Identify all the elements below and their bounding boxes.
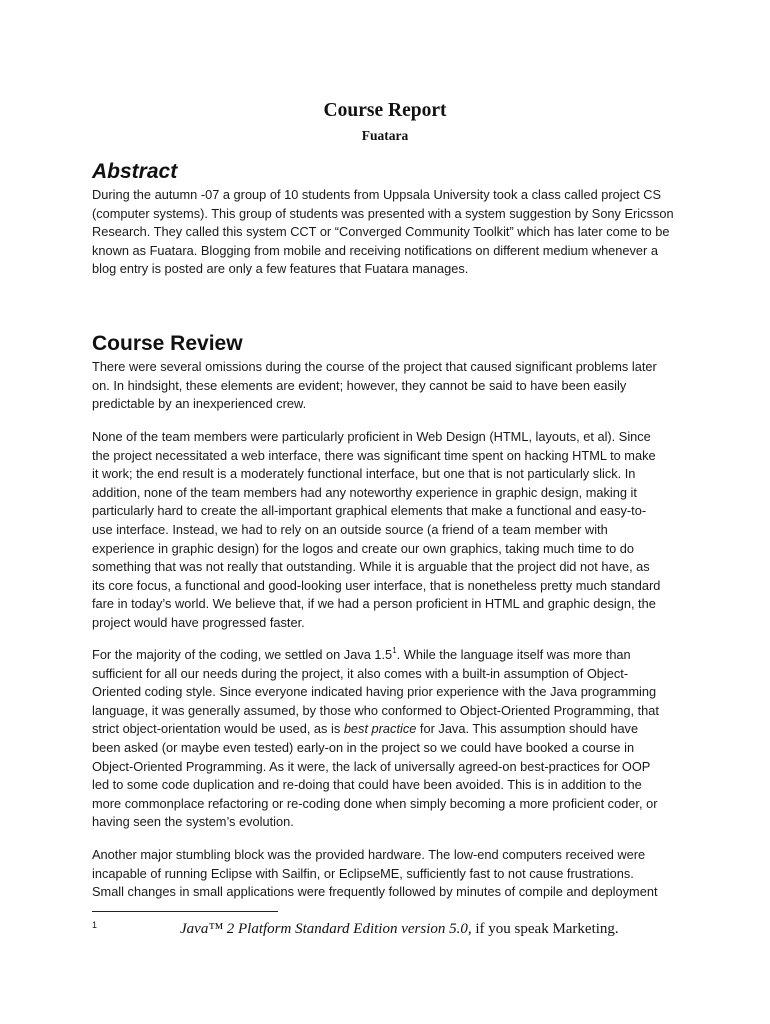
text-line: Oriented coding style. Since everyone indicated having prior experience with the Java programming xyxy=(92,684,657,700)
abstract-heading: Abstract xyxy=(92,160,178,183)
text-line: experience in graphic design) for the logos and create our own graphics, taking much time to do xyxy=(92,540,635,556)
text-line: particularly hard to create the all-important graphical elements that make a functional and easy-to- xyxy=(92,503,647,519)
text-line: There were several omissions during the course of the project that caused significant problems later xyxy=(92,359,657,374)
text-segment: for Java. This assumption should have xyxy=(416,721,639,737)
review-paragraph-2 xyxy=(92,428,690,633)
text-segment: For the majority of the coding, we settled on Java 1.5 xyxy=(92,647,393,662)
text-line: blog entry is posted are only a few features that Fuatara manages. xyxy=(92,261,469,277)
text-line: more commonplace refactoring or re-coding done when simply becoming a more proficient coder, or xyxy=(92,795,658,811)
text-segment: strict object-orientation would be used, as is xyxy=(92,721,344,737)
text-line: project would have progressed faster. xyxy=(92,614,305,630)
text-line: the project necessitated a web interface, there was significant time spent on hacking HTML to make xyxy=(92,447,656,463)
abstract-paragraph xyxy=(92,186,690,279)
footnote-text xyxy=(180,921,619,938)
text-line: incapable of running Eclipse with Sailfin, or EclipseME, sufficiently fast to not cause frustrations. xyxy=(92,865,634,881)
review-paragraph-3 xyxy=(92,646,690,832)
text-line: During the autumn -07 a group of 10 students from Uppsala University took a class called project CS xyxy=(92,187,662,202)
text-line: use interface. Instead, we had to rely on an outside source (a friend of a team member with xyxy=(92,521,608,537)
text-line: sufficient for all our needs during the project, it also comes with a built-in assumption of Object- xyxy=(92,665,629,681)
text-line: fare in today’s world. We believe that, if we had a person proficient in HTML and graphic design, the xyxy=(92,596,656,612)
text-line: led to some code duplication and re-doing that could have been avoided. This is in addition to the xyxy=(92,777,642,793)
text-line: known as Fuatara. Blogging from mobile and receiving notifications on different medium whenever a xyxy=(92,242,658,258)
text-line: predictable by an inexperienced crew. xyxy=(92,396,307,412)
text-line: Small changes in small applications were frequently followed by minutes of compile and deployment xyxy=(92,884,658,900)
footnote-italic-text: Java™ 2 Platform Standard Edition version 5.0 xyxy=(180,921,468,937)
footnote-reference[interactable]: 1 xyxy=(392,646,397,655)
text-line: Object-Oriented Programming. As it were, the lack of universally agreed-on best-practices for OOP xyxy=(92,758,651,774)
text-line xyxy=(92,720,690,739)
review-paragraph-1 xyxy=(92,358,690,414)
footnote-rest-text: , if you speak Marketing. xyxy=(467,921,619,937)
footnote-number: 1 xyxy=(92,920,98,930)
emphasis-text: best practice xyxy=(343,721,417,737)
text-line xyxy=(92,646,690,665)
footnote-divider xyxy=(92,911,278,912)
review-paragraph-4 xyxy=(92,846,690,902)
text-line: its core focus, a functional and good-looking user interface, that is nonetheless pretty much standard xyxy=(92,577,661,593)
text-line: language, it was generally assumed, by those who conformed to Object-Oriented Programming, that xyxy=(92,702,659,718)
page-subtitle: Fuatara xyxy=(361,128,409,143)
text-line: addition, none of the team members had any noteworthy experience in graphic design, making it xyxy=(92,484,637,500)
text-line: something that was not really that outstanding. While it is arguable that the project did not have, as xyxy=(92,559,650,575)
page-title: Course Report xyxy=(323,100,447,121)
text-line: Another major stumbling block was the provided hardware. The low-end computers received were xyxy=(92,847,646,862)
text-line: it work; the end result is a moderately functional interface, but one that is not particularly slick. In xyxy=(92,466,636,482)
text-line: having seen the system’s evolution. xyxy=(92,814,294,830)
text-segment: . While the language itself was more than xyxy=(396,647,631,662)
text-line: been asked (or maybe even tested) early-on in the project so we could have booked a course in xyxy=(92,739,635,755)
text-line: on. In hindsight, these elements are evident; however, they cannot be said to have been easily xyxy=(92,377,627,393)
text-line: (computer systems). This group of students was presented with a system suggestion by Sony Ericsson xyxy=(92,205,674,221)
text-line: None of the team members were particularly proficient in Web Design (HTML, layouts, et al). Since xyxy=(92,429,651,444)
course-review-heading: Course Review xyxy=(92,332,243,355)
text-line: Research. They called this system CCT or “Converged Community Toolkit” which has later come to be xyxy=(92,224,670,240)
